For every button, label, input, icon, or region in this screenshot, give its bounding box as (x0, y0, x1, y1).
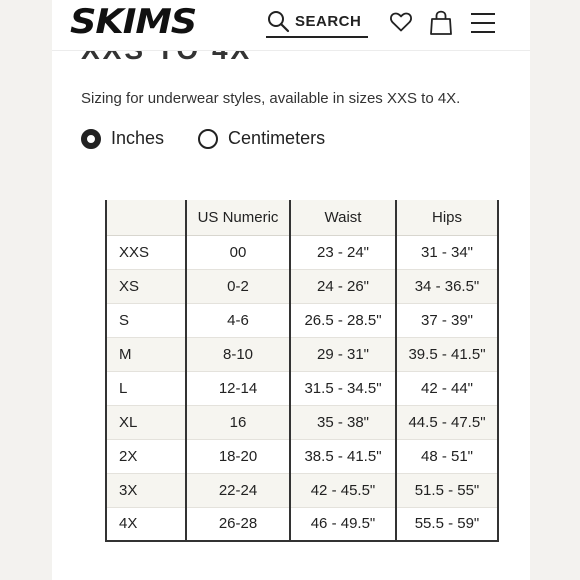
waist-cell: 24 - 26" (290, 269, 396, 303)
us-numeric-cell: 0-2 (186, 269, 290, 303)
table-header-row (106, 200, 498, 235)
unit-option-centimeters[interactable] (198, 128, 325, 149)
hips-cell: 44.5 - 47.5" (396, 405, 498, 439)
us-numeric-cell: 16 (186, 405, 290, 439)
search-label: SEARCH (295, 12, 362, 30)
size-cell: XL (106, 405, 186, 439)
radio-selected[interactable] (81, 129, 101, 149)
radio-unselected[interactable] (198, 129, 218, 149)
size-cell: 2X (106, 439, 186, 473)
waist-cell: 31.5 - 34.5" (290, 371, 396, 405)
table-row (106, 303, 498, 337)
brand-logo[interactable]: SKIMS (70, 2, 197, 42)
waist-cell: 42 - 45.5" (290, 473, 396, 507)
waist-cell: 38.5 - 41.5" (290, 439, 396, 473)
site-header (52, 0, 530, 51)
size-cell: S (106, 303, 186, 337)
unit-option-inches[interactable] (81, 128, 164, 149)
unit-label-centimeters: Centimeters (228, 128, 326, 148)
size-cell: XS (106, 269, 186, 303)
table-row (106, 473, 498, 507)
page-content (52, 0, 530, 580)
hips-cell: 39.5 - 41.5" (396, 337, 498, 371)
header-cell-waist: Waist (290, 200, 396, 235)
search-icon (266, 9, 290, 33)
table-row (106, 439, 498, 473)
hips-cell: 51.5 - 55" (396, 473, 498, 507)
size-table (105, 200, 499, 542)
header-cell-size (106, 200, 186, 235)
unit-label-inches: Inches (111, 128, 165, 148)
table-row (106, 405, 498, 439)
hips-cell: 34 - 36.5" (396, 269, 498, 303)
search-button[interactable] (266, 6, 368, 38)
table-row (106, 269, 498, 303)
waist-cell: 23 - 24" (290, 235, 396, 269)
size-cell: M (106, 337, 186, 371)
us-numeric-cell: 26-28 (186, 507, 290, 541)
header-cell-hips: Hips (396, 200, 498, 235)
us-numeric-cell: 22-24 (186, 473, 290, 507)
us-numeric-cell: 8-10 (186, 337, 290, 371)
table-row (106, 371, 498, 405)
size-cell: XXS (106, 235, 186, 269)
us-numeric-cell: 00 (186, 235, 290, 269)
size-chart (105, 200, 499, 542)
unit-toggle (81, 128, 359, 149)
size-description: Sizing for underwear styles, available in sizes XXS to 4X. (81, 90, 461, 107)
hips-cell: 55.5 - 59" (396, 507, 498, 541)
table-row (106, 337, 498, 371)
table-row (106, 507, 498, 541)
waist-cell: 35 - 38" (290, 405, 396, 439)
size-cell: 3X (106, 473, 186, 507)
us-numeric-cell: 12-14 (186, 371, 290, 405)
waist-cell: 26.5 - 28.5" (290, 303, 396, 337)
hips-cell: 31 - 34" (396, 235, 498, 269)
table-row (106, 235, 498, 269)
size-cell: L (106, 371, 186, 405)
waist-cell: 46 - 49.5" (290, 507, 396, 541)
shopping-bag-icon[interactable] (429, 10, 453, 36)
menu-icon[interactable] (470, 12, 496, 34)
size-cell: 4X (106, 507, 186, 541)
header-cell-us-numeric: US Numeric (186, 200, 290, 235)
hips-cell: 42 - 44" (396, 371, 498, 405)
hips-cell: 37 - 39" (396, 303, 498, 337)
hips-cell: 48 - 51" (396, 439, 498, 473)
us-numeric-cell: 18-20 (186, 439, 290, 473)
heart-icon[interactable] (389, 10, 413, 34)
waist-cell: 29 - 31" (290, 337, 396, 371)
us-numeric-cell: 4-6 (186, 303, 290, 337)
